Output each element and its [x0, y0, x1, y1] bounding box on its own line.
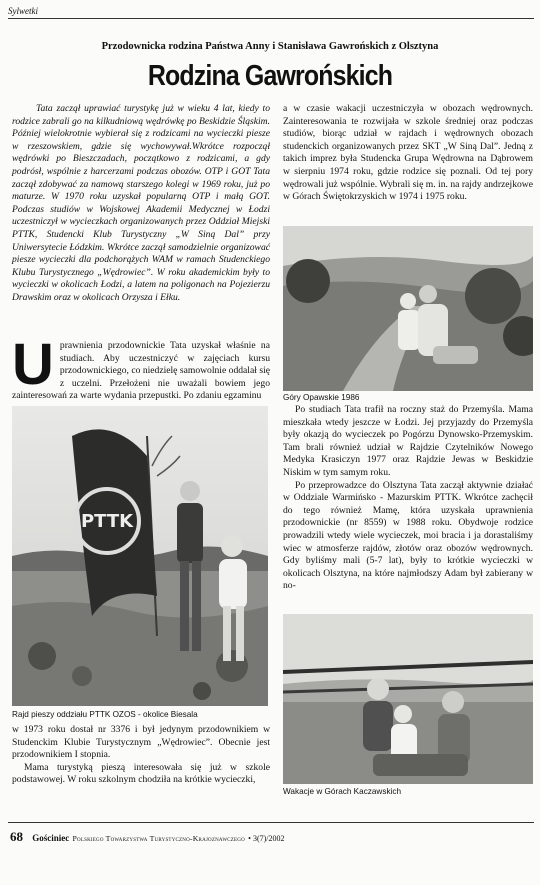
photo-gory-opawskie — [283, 226, 533, 391]
right-col1-text: a w czasie wakacji uczestniczyła w obozach wędrownych. Zainteresowania te rozwijała w szkole średniej oraz podczas studiów, biorąc udział w rajdach i wędrownych obozach studenckich organizowanych przez SKT „W Siną Dal”. Jedną z takich imprez była Studencka Grupa Wędrowna na Dąbrowem w sierpniu 1974 roku, gdzie rodzice się poznali. Od tej pory wędrowali już wspólnie. Wybrali się m. in. na rajdy andrzejkowe w Górach Świętokrzyskich w 1974 i 1975 roku. — [283, 103, 533, 203]
intro-paragraph — [12, 103, 270, 305]
article-title: Rodzina Gawrońskich — [147, 60, 393, 92]
magazine-name: Gościniec — [32, 833, 70, 843]
section-label: Sylwetki — [8, 6, 38, 16]
top-rule — [8, 18, 534, 19]
photo1-caption: Rajd pieszy oddziału PTTK OZOS - okolice Biesala — [12, 710, 198, 719]
body-paragraph-1 — [12, 332, 270, 403]
photo-children-flag — [12, 406, 268, 706]
page-number: 68 — [10, 829, 23, 844]
right-column-1 — [283, 103, 533, 204]
page-footer — [10, 829, 285, 845]
article-subtitle: Przodownicka rodzina Państwa Anny i Stanisława Gawrońskich z Olsztyna — [101, 41, 439, 52]
publisher-name: Polskiego Towarzystwa Turystyczno-Krajoznawczego — [72, 834, 245, 843]
right-col2-p2: Po przeprowadzce do Olsztyna Tata zaczął aktywnie działać w Oddziale Warmińsko - Mazurskim PTTK. Wkrótce zachęcił do tego również Mamę, która uzyskała uprawnienia przodownickie (nr 8559) w 1988 roku. Obydwoje rodzice prowadzili wtedy wiele wycieczek, moi bracia i ja dorastaliśmy wiec w atmosferze rajdów, złotów oraz obozów wędrownych. Gdy byliśmy mali (5-7 lat), były to krótkie wycieczki w okolicach Olsztyna, na które najmłodszy Adam był zabierany w no- — [283, 479, 533, 592]
body1-text: prawnienia przodownickie Tata uzyskał właśnie na studiach. Aby uczestniczyć w zajęciach kursu przodownickiego, co niedzielę samowolnie oddalał się z uczelni. Przełożeni nie uważali bowiem jego zainteresowań za warte wydania przepustki. Po zdaniu egzaminu — [12, 340, 270, 402]
intro-text: Tata zaczął uprawiać turystykę już w wieku 4 lat, kiedy to rodzice zabrali go na kilkudniową wędrówkę po Beskidzie Śląskim. Później wielokrotnie wybierał się z rodzicami na wycieczki piesze w rzeszowskiem, gdzie się wychowywał.Wkrótce rozpoczął wędrówki po Bieszczadach, początkowo z rodzicami, a gdy podrósł, wspólnie z harcerzami podczas obozów. OTP i GOT Tata zaczął zdobywać za namową starszego kolegi w 1969 roku, już po maturze. W 1970 roku uzyskał popularną OTP i małą GOT. Podczas studiów w Wojskowej Akademii Medycznej w Łodzi uczestniczył w wycieczkach organizowanych przez Oddział Miejski PTTK, Studencki Klub Turystyczny „W Siną Dal” przy Uniwersytecie Łódzkim. Wkrótce zaczął samodzielnie organizować piesze wycieczki dla podchorążych WAM w ramach Studenckiego Klubu Turystycznego „Wędrowiec”. W roku akademickim były to wycieczki w okolicach Łodzi, a latem na poligonach na Pojezierzu Drawskim oraz w okolicach Orzysza i Ełku. — [12, 103, 270, 303]
flag-text: PTTK — [80, 511, 134, 532]
photo-gory-kaczawskie — [283, 614, 533, 784]
body2-p2: Mama turystyką pieszą interesowała się już w szkole podstawowej. W roku szkolnym chodziła na krótkie wycieczki, — [12, 761, 270, 786]
issue-number: • 3(7)/2002 — [248, 834, 285, 843]
body-paragraph-2 — [12, 724, 270, 787]
photo2-caption: Góry Opawskie 1986 — [283, 393, 360, 402]
drop-cap: U — [12, 332, 54, 397]
photo3-caption: Wakacje w Górach Kaczawskich — [283, 787, 401, 796]
bottom-rule — [8, 822, 534, 823]
right-col2-p1: Po studiach Tata trafił na roczny staż do Przemyśla. Mama mieszkała wtedy jeszcze w Łodzi. Jej przyjazdy do Przemyśla były okazją do wycieczek po Pogórzu Dynowsko-Przemyskim. Tam brali również udział w Rajdzie Czytelników Nowego Medyka Krasiczyn 1977 oraz Rajdzie Jewas w Beskidzie Niskim w tym samym roku. — [283, 404, 533, 478]
body2-p1: w 1973 roku dostał nr 3376 i był jedynym przodownikiem w Studenckim Klubie Turystycznym „Wędrowiec”. Obecnie jest przodownikiem I stopnia. — [12, 724, 270, 761]
right-column-2 — [283, 404, 533, 593]
